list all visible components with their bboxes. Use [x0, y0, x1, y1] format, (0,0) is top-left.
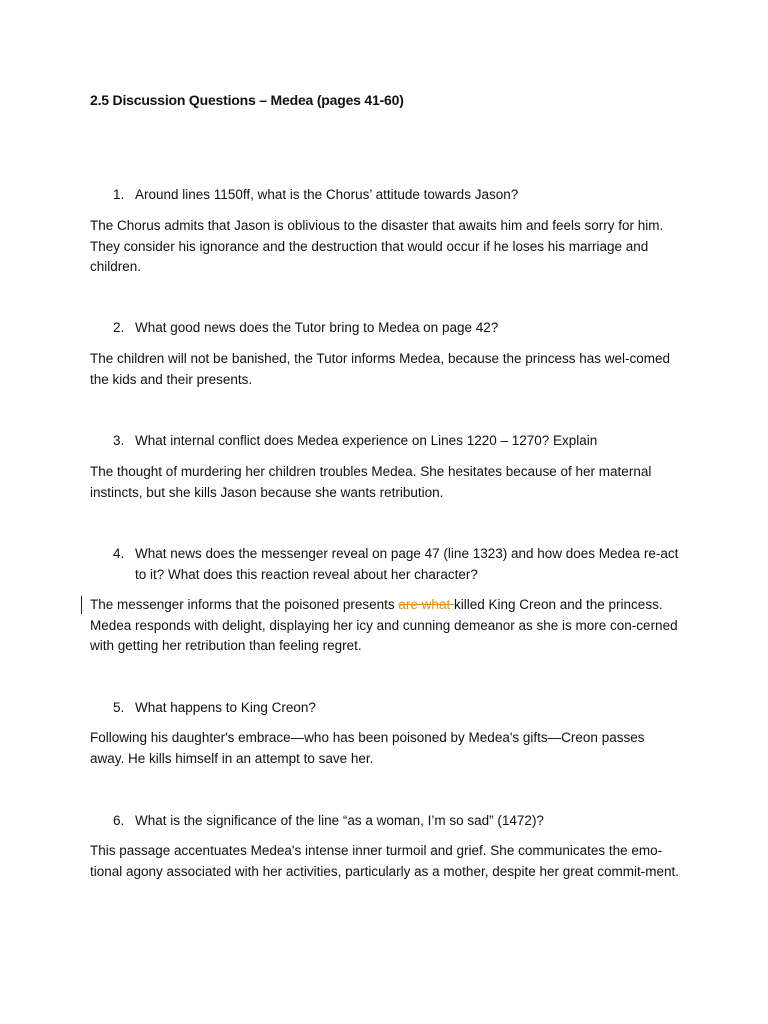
answer-1: The Chorus admits that Jason is oblivious to the disaster that awaits him and feels sorry for him. They consider his ignorance and the destruction that would occur if he loses his marriage and children. — [90, 218, 664, 274]
question-number: 1. — [113, 187, 125, 202]
question-number: 2. — [113, 320, 125, 335]
question-text: What happens to King Creon? — [135, 700, 316, 715]
tracked-deletion: are what — [398, 597, 454, 612]
answer-5: Following his daughter's embrace—who has been poisoned by Medea's gifts—Creon passes away. He kills himself in an attempt to save her. — [90, 730, 645, 766]
answer-3: The thought of murdering her children troubles Medea. She hesitates because of her maternal instincts, but she kills Jason because she wants retribution. — [90, 464, 652, 500]
question-1 — [90, 184, 680, 205]
question-number: 4. — [113, 546, 125, 561]
answer-4 — [90, 595, 680, 657]
text-cursor — [81, 596, 82, 614]
question-4 — [90, 543, 680, 585]
question-number: 6. — [113, 813, 125, 828]
question-2 — [90, 317, 680, 338]
question-text: What good news does the Tutor bring to Medea on page 42? — [135, 320, 499, 335]
question-text: What news does the messenger reveal on page 47 (line 1323) and how does Medea re-act to it? What does this reaction reveal about her character? — [135, 546, 679, 582]
question-number: 5. — [113, 700, 125, 715]
question-text: What internal conflict does Medea experience on Lines 1220 – 1270? Explain — [135, 433, 598, 448]
question-number: 3. — [113, 433, 125, 448]
question-text: Around lines 1150ff, what is the Chorus’ attitude towards Jason? — [135, 187, 519, 202]
document-title: 2.5 Discussion Questions – Medea (pages 41-60) — [90, 92, 404, 108]
answer-2: The children will not be banished, the Tutor informs Medea, because the princess has wel-comed the kids and their presents. — [90, 351, 671, 387]
answer-text-after: killed King Creon and the princess. Medea responds with delight, displaying her icy and cunning demeanor as she is more con-cerned with getting her retribution than feeling regret. — [90, 597, 678, 653]
question-6 — [90, 810, 680, 831]
question-3 — [90, 430, 680, 451]
answer-text-before: The messenger informs that the poisoned presents — [90, 597, 399, 612]
question-5 — [90, 697, 680, 718]
question-text: What is the significance of the line “as a woman, I’m so sad” (1472)? — [135, 813, 544, 828]
answer-6: This passage accentuates Medea's intense inner turmoil and grief. She communicates the emo-tional agony associated with her activities, particularly as a mother, despite her great commit-ment. — [90, 843, 680, 879]
